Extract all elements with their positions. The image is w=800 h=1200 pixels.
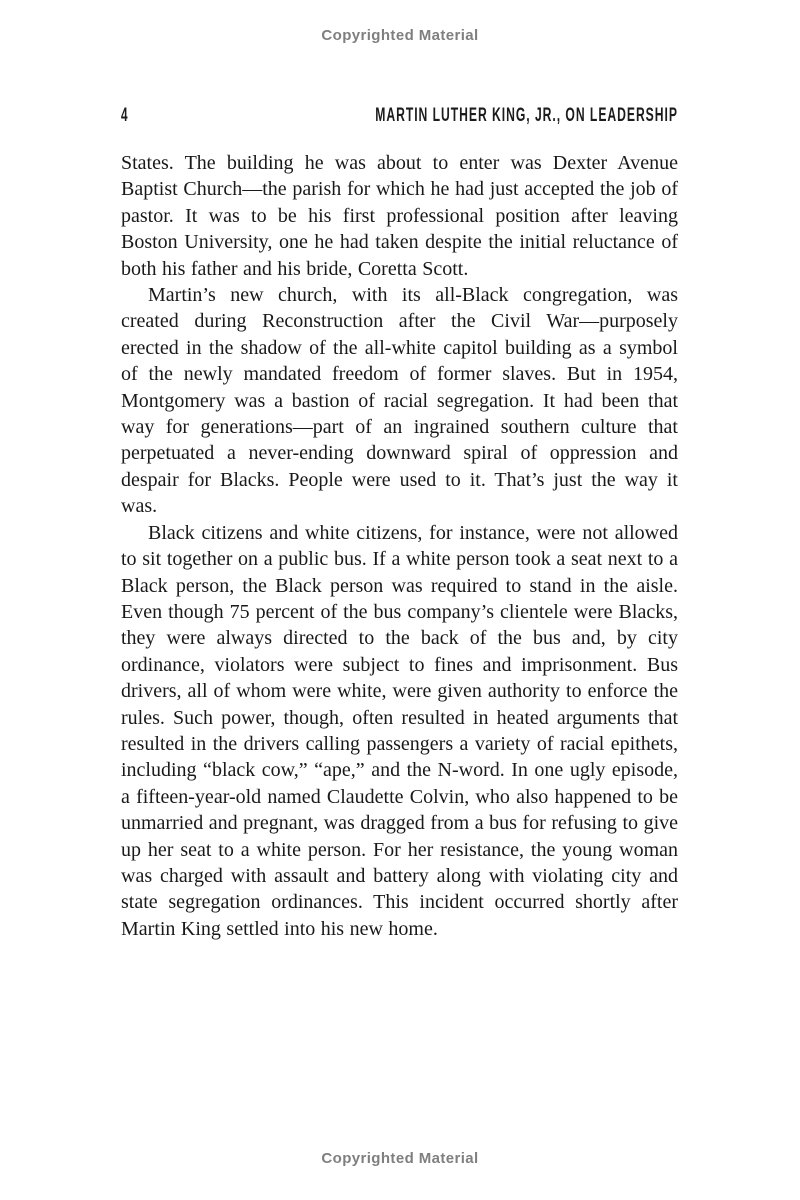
paragraph: Black citizens and white citizens, for instance, were not allowed to sit together on a public bus. If a white person took a seat next to a Black person, the Black person was required to stand in the aisle. Even though 75 percent of the bus company’s clientele were Blacks, they were always directed to the back of the bus and, by city ordinance, violators were subject to fines and imprisonment. Bus drivers, all of whom were white, were given authority to enforce the rules. Such power, though, often resulted in heated arguments that resulted in the drivers calling passengers a variety of racial epithets, including “black cow,” “ape,” and the N-word. In one ugly episode, a fifteen-year-old named Claudette Colvin, who also happened to be unmarried and pregnant, was dragged from a bus for refusing to give up her seat to a white person. For her resistance, the young woman was charged with assault and battery along with violating city and state segregation ordinances. This incident occurred shortly after Martin King settled into his new home. — [121, 521, 678, 940]
paragraph: States. The building he was about to enter was Dexter Avenue Baptist Church—the parish for which he had just accepted the job of pastor. It was to be his first professional position after leaving Boston University, one he had taken despite the initial reluctance of both his father and his bride, Coretta Scott. — [121, 152, 678, 280]
page-header — [121, 105, 678, 127]
copyright-notice-bottom: Copyrighted Material — [321, 1150, 479, 1167]
body-text — [121, 150, 678, 942]
copyright-notice-top: Copyrighted Material — [321, 27, 479, 44]
page-number: 4 — [121, 105, 129, 126]
running-head: MARTIN LUTHER KING, JR., ON LEADERSHIP — [375, 105, 678, 126]
paragraph: Martin’s new church, with its all-Black congregation, was created during Reconstruction after the Civil War—purposely erected in the shadow of the all-white capitol building as a symbol of the newly mandated freedom of former slaves. But in 1954, Montgomery was a bastion of racial segregation. It had been that way for generations—part of an ingrained southern culture that perpetuated a never-ending downward spiral of oppression and despair for Blacks. People were used to it. That’s just the way it was. — [121, 284, 678, 518]
